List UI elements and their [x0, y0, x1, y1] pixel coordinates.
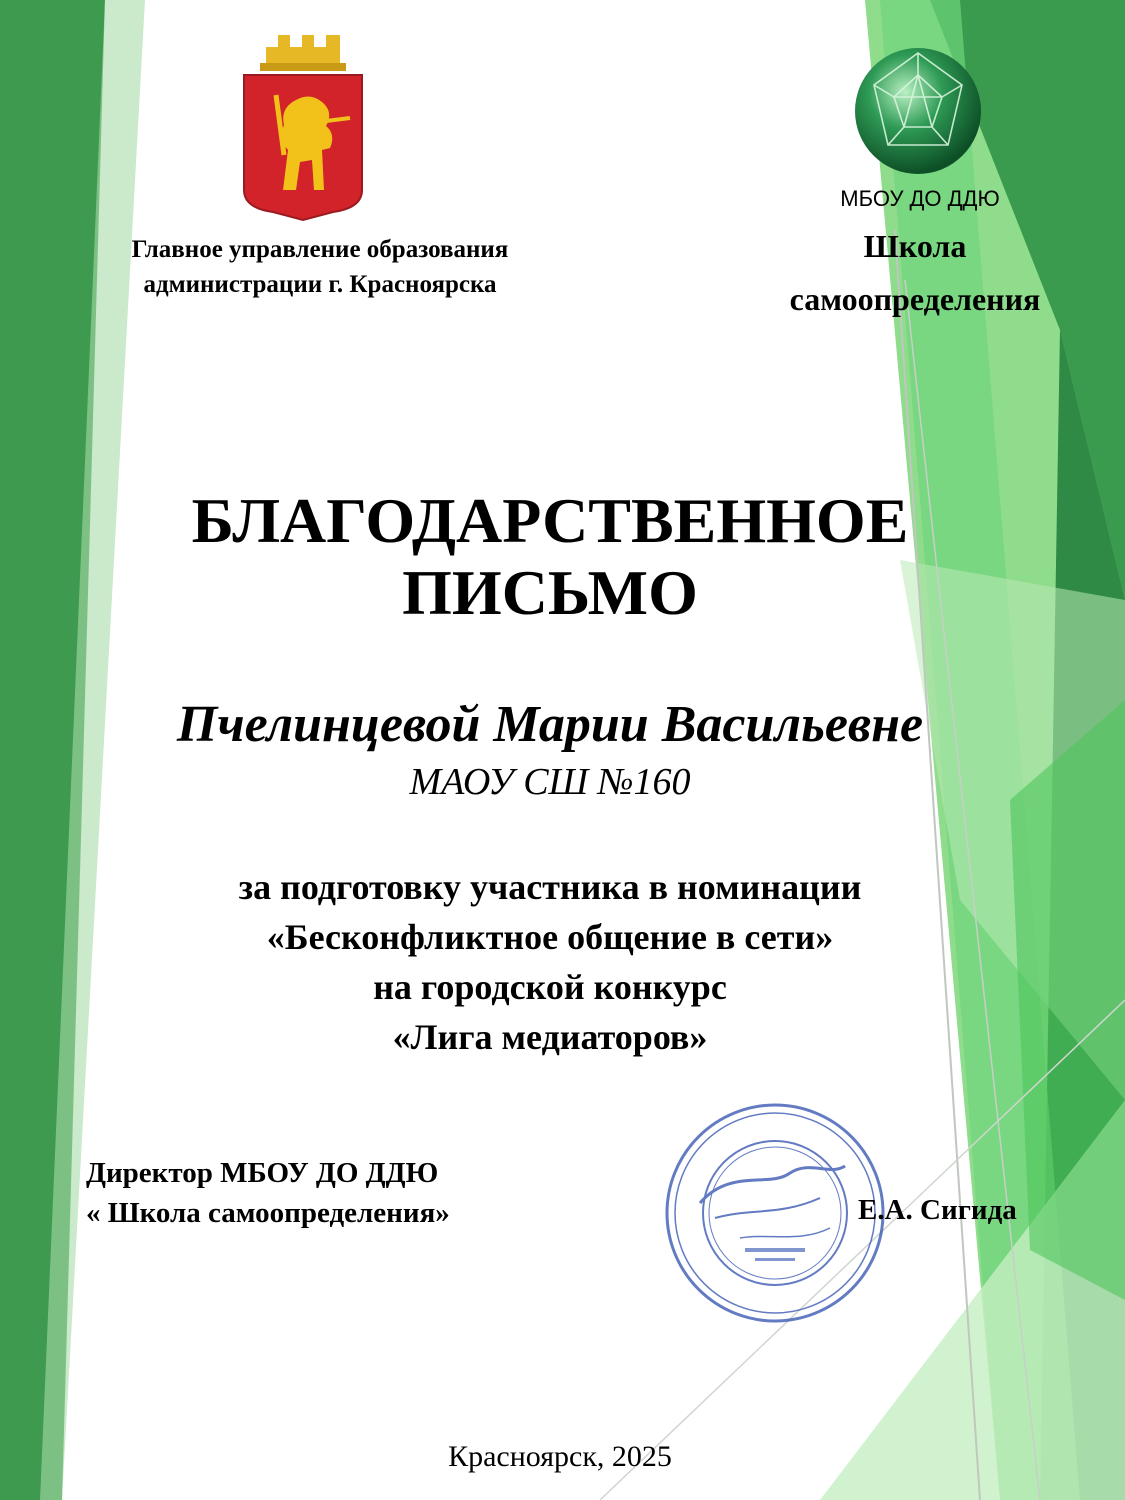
reason-line3: на городской конкурс	[373, 967, 727, 1007]
director-line1: Директор МБОУ ДО ДДЮ	[86, 1157, 439, 1189]
award-reason	[60, 862, 1040, 1062]
official-stamp-icon	[660, 1098, 890, 1328]
title-line1: БЛАГОДАРСТВЕННОЕ	[191, 485, 909, 556]
recipient-name: Пчелинцевой Марии Васильевне	[176, 696, 924, 753]
reason-line4: «Лига медиаторов»	[392, 1017, 708, 1057]
title-line2: ПИСЬМО	[402, 557, 698, 628]
org-right-name	[740, 220, 1090, 326]
director-line2: « Школа самоопределения»	[86, 1197, 450, 1229]
document-title	[70, 485, 1030, 629]
org-left-line2: администрации г. Красноярска	[143, 271, 497, 298]
org-right-abbrev: МБОУ ДО ДДЮ	[840, 186, 1000, 211]
org-left-line1: Главное управление образования	[131, 236, 509, 263]
reason-line2: «Бесконфликтное общение в сети»	[266, 917, 834, 957]
director-title	[86, 1153, 606, 1233]
recipient-school: МАОУ СШ №160	[409, 761, 691, 803]
org-right-line2: самоопределения	[789, 281, 1041, 317]
school-globe-logo-icon	[852, 45, 984, 177]
issuing-organization	[60, 232, 580, 302]
signer-name: Е.А. Сигида	[858, 1194, 1017, 1226]
org-right-line1: Школа	[863, 228, 967, 264]
coat-of-arms-icon	[238, 30, 368, 225]
place-and-year: Красноярск, 2025	[448, 1440, 672, 1473]
reason-line1: за подготовку участника в номинации	[238, 867, 862, 907]
